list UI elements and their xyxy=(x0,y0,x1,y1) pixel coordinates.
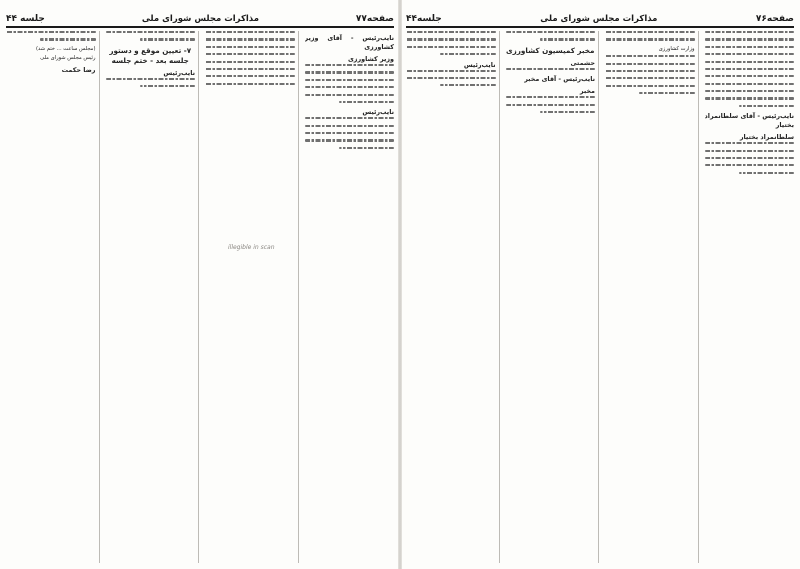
right-running-head xyxy=(406,8,794,24)
body-text: وزارت کشاورزی xyxy=(658,45,695,52)
body-text-line xyxy=(339,101,394,103)
left-running-title: مذاکرات مجلس شورای ملی xyxy=(141,14,259,24)
speaker-label: سلطانمراد بختیار xyxy=(739,133,794,142)
body-text-line xyxy=(506,68,596,70)
body-text-line xyxy=(205,83,295,85)
body-text-line xyxy=(705,31,795,33)
signature-title: رئیس مجلس شورای ملی xyxy=(40,55,96,62)
left-columns xyxy=(6,31,394,563)
body-text-line xyxy=(739,105,794,107)
left-col-2 xyxy=(205,31,299,563)
body-text-line xyxy=(705,150,795,152)
right-header-rule xyxy=(406,26,794,28)
body-text-line xyxy=(205,68,295,70)
body-text-line xyxy=(705,75,795,77)
body-text-line xyxy=(305,94,395,96)
body-text-line xyxy=(705,38,795,40)
body-text-line xyxy=(506,104,596,106)
right-col-1 xyxy=(705,31,795,563)
right-session-label: جلسه۴۴ xyxy=(406,14,442,24)
left-col-1 xyxy=(305,31,395,563)
body-text-line xyxy=(506,31,596,33)
body-text-line xyxy=(605,63,695,65)
right-page xyxy=(400,0,800,569)
body-text-line xyxy=(406,38,496,40)
body-text-line xyxy=(305,139,395,141)
speaker-label: نایب‌رئیس - آقای سلطانمراد بختیار xyxy=(704,112,794,130)
left-col-4 xyxy=(6,31,100,563)
body-text-line xyxy=(605,85,695,87)
body-text-line xyxy=(339,147,394,149)
speaker-label: نایب‌رئیس xyxy=(163,68,195,77)
body-text-line xyxy=(140,38,195,40)
right-col-2 xyxy=(605,31,699,563)
body-text-line xyxy=(540,38,595,40)
body-text-line xyxy=(106,78,196,80)
body-text-line xyxy=(440,53,495,55)
body-text-line xyxy=(406,77,496,79)
illegible-region-note: illegible in scan xyxy=(227,243,275,251)
left-page-number: صفحه۷۷ xyxy=(355,14,394,24)
body-text-line xyxy=(705,157,795,159)
body-text-line xyxy=(140,85,195,87)
body-text-line xyxy=(705,46,795,48)
body-text-line xyxy=(205,38,295,40)
body-text-line xyxy=(406,46,496,48)
speaker-label: نایب‌رئیس - آقای مخبر xyxy=(524,75,595,84)
body-text-line xyxy=(705,97,795,99)
body-text-line xyxy=(605,77,695,79)
body-text-line xyxy=(605,38,695,40)
body-text-line xyxy=(6,31,96,33)
body-text-line xyxy=(205,53,295,55)
left-running-head xyxy=(6,8,394,24)
body-text-line xyxy=(440,84,495,86)
body-text-line xyxy=(705,142,795,144)
body-text-line xyxy=(205,75,295,77)
body-text-line xyxy=(705,164,795,166)
body-text-line xyxy=(705,68,795,70)
body-text-line xyxy=(205,31,295,33)
right-col-3 xyxy=(506,31,600,563)
body-text-line xyxy=(406,70,496,72)
body-text-line xyxy=(205,61,295,63)
signature-name: رضا حکمت xyxy=(61,65,96,74)
section-heading: ۷- تعیین موقع و دستور جلسه بعد - ختم جلسه xyxy=(109,45,192,65)
left-session-label: جلسه ۴۴ xyxy=(6,14,45,24)
body-text-line xyxy=(605,31,695,33)
speaker-label: نایب‌رئیس xyxy=(463,60,496,69)
section-heading: مخبر کمیسیون کشاورزی xyxy=(506,45,595,55)
body-text-line xyxy=(406,31,496,33)
body-text-line xyxy=(705,83,795,85)
right-columns xyxy=(406,31,794,563)
body-text-line xyxy=(106,31,196,33)
body-text-line xyxy=(305,132,395,134)
speaker-label: مخبر xyxy=(579,87,595,96)
body-text-line xyxy=(305,117,395,119)
speaker-label: نایب‌رئیس - آقای وزیر کشاورزی xyxy=(304,34,394,51)
body-text-line xyxy=(305,79,395,81)
body-text-line xyxy=(605,70,695,72)
body-text-line xyxy=(705,61,795,63)
right-running-title: مذاکرات مجلس شورای ملی xyxy=(540,14,658,24)
speaker-label: حشمتی xyxy=(570,58,595,67)
left-header-rule xyxy=(6,26,394,28)
body-text-line xyxy=(540,111,595,113)
speaker-label: وزیر کشاورزی xyxy=(347,55,394,63)
body-text-line xyxy=(305,125,395,127)
body-text-line xyxy=(705,53,795,55)
body-text-line xyxy=(739,172,794,174)
body-text-line xyxy=(639,92,694,94)
speaker-label: نایب‌رئیس xyxy=(362,108,394,117)
left-col-3 xyxy=(106,31,200,563)
body-text-line xyxy=(506,96,596,98)
body-text-line xyxy=(305,64,395,66)
body-text-line xyxy=(305,71,395,73)
right-col-4 xyxy=(406,31,500,563)
body-text-line xyxy=(605,55,695,57)
body-text-line xyxy=(205,46,295,48)
body-text-line xyxy=(705,90,795,92)
closing-note: (مجلس ساعت ... ختم شد) xyxy=(36,45,96,52)
right-page-number: صفحه۷۶ xyxy=(755,14,794,24)
body-text-line xyxy=(40,38,95,40)
body-text-line xyxy=(305,86,395,88)
